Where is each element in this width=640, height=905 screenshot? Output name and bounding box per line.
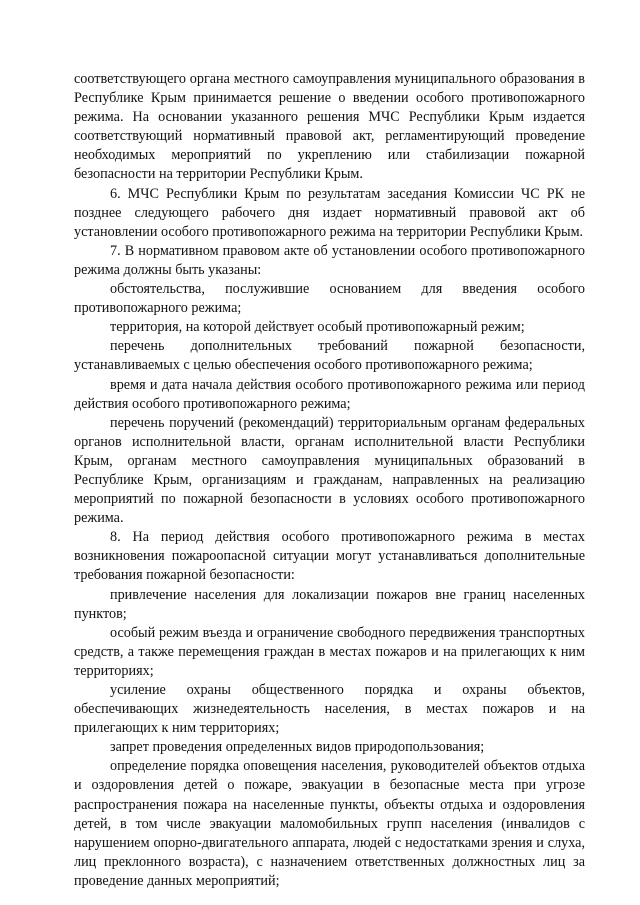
paragraph-circumstances: обстоятельства, послужившие основанием для введения особого противопожарного режима;	[74, 281, 585, 317]
paragraph-item-7: 7. В нормативном правовом акте об установлении особого противопожарного режима должны быть указаны:	[74, 242, 585, 278]
paragraph-population-involvement: привлечение населения для локализации пожаров вне границ населенных пунктов;	[74, 586, 585, 622]
paragraph-item-8: 8. На период действия особого противопожарного режима в местах возникновения пожароопасной ситуации могут устанавливаться дополнительные требования пожарной безопасности:	[74, 529, 585, 584]
paragraph-public-order: усиление охраны общественного порядка и охраны объектов, обеспечивающих жизнедеятельность населения, в местах пожаров и на прилегающих к ним территориях;	[74, 682, 585, 737]
paragraph-additional-requirements: перечень дополнительных требований пожарной безопасности, устанавливаемых с целью обеспечения особого противопожарного режима;	[74, 338, 585, 374]
document-body	[74, 70, 585, 891]
paragraph-time-and-date: время и дата начала действия особого противопожарного режима или период действия особого противопожарного режима;	[74, 376, 585, 412]
paragraph-continuation: соответствующего органа местного самоуправления муниципального образования в Республике Крым принимается решение о введении особого противопожарного режима. На основании указанного решения МЧС Республики Крым издается соответствующий нормативный правовой акт, регламентирующий проведение необходимых мероприятий по укреплению или стабилизации пожарной безопасности на территории Республики Крым.	[74, 71, 585, 183]
paragraph-territory: территория, на которой действует особый противопожарный режим;	[110, 319, 525, 336]
paragraph-instructions-list: перечень поручений (рекомендаций) территориальным органам федеральных органов исполнительной власти, органам исполнительной власти Республики Крым, органам местного самоуправления муниципальных образований в Республике Крым, организациям и гражданам, направленных на реализацию мероприятий по пожарной безопасности в условиях особого противопожарного режима.	[74, 414, 585, 527]
paragraph-entry-regime: особый режим въезда и ограничение свободного передвижения транспортных средств, а также перемещения граждан в местах пожаров и на прилегающих к ним территориях;	[74, 624, 585, 679]
paragraph-nature-use-ban: запрет проведения определенных видов природопользования;	[110, 739, 485, 756]
paragraph-notification-order: определение порядка оповещения населения, руководителей объектов отдыха и оздоровления детей о пожаре, эвакуации в безопасные места при угрозе распространения пожара на населенные пункты, объекты отдыха и оздоровления детей, в том числе эвакуации маломобильных групп населения (инвалидов с нарушением опорно-двигательного аппарата, людей с недостатками зрения и слуха, лиц преклонного возраста), с назначением ответственных должностных лиц за проведение данных мероприятий;	[74, 758, 585, 889]
paragraph-item-6: 6. МЧС Республики Крым по результатам заседания Комиссии ЧС РК не позднее следующего рабочего дня издает нормативный правовой акт об установлении особого противопожарного режима на территории Республики Крым.	[74, 185, 585, 240]
